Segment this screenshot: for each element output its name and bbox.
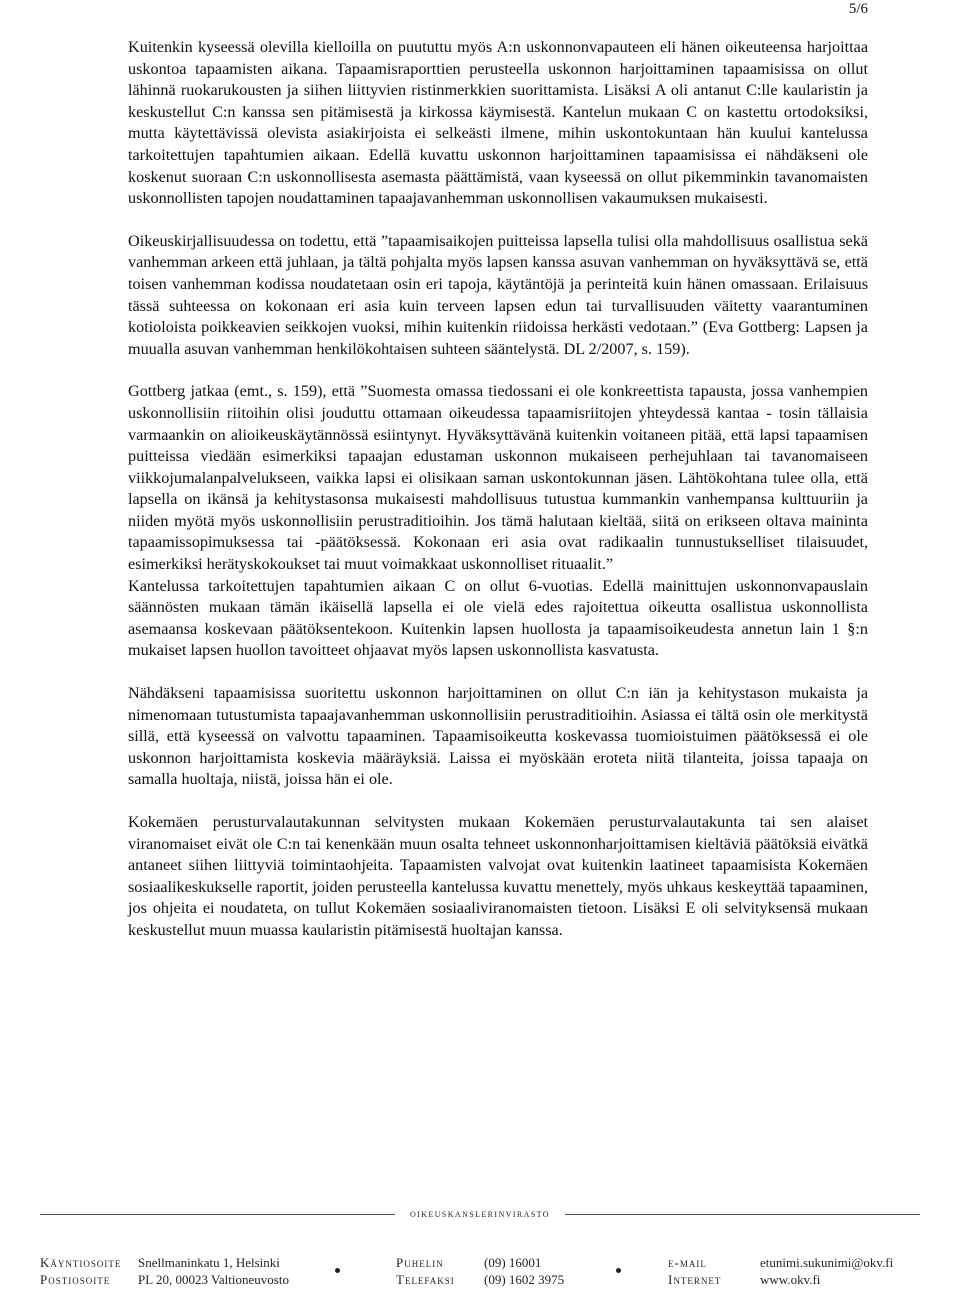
website-address: www.okv.fi <box>760 1272 821 1287</box>
paragraph-child-age: Kantelussa tarkoitettujen tapahtumien aikaan C on ollut 6-vuotias. Edellä mainittujen uskonnonvapauslain säännösten mukaan tämän ikäisellä lapsella ei ole vielä edes rajoitettua oikeutta osallistua uskonnollista asemaansa koskevaan päätöksentekoon. Kuitenkin lapsen huollosta ja tapaamisoikeudesta annetun lain 1 §:n mukaiset lapsen huollon tavoitteet ohjaavat myös lapsen uskonnollista kasvatusta. <box>128 576 868 660</box>
internet-label: Internet <box>668 1272 722 1287</box>
phone-label: Puhelin <box>396 1255 444 1270</box>
paragraph-legal-literature: Oikeuskirjallisuudessa on todettu, että ”tapaamisaikojen puitteissa lapsella tulisi olla mahdollisuus osallistua sekä vanhemman arkeen että juhlaan, ja tältä pohjalta myös lapsen kanssa asuvan vanhemman on hyväksyttävä se, että toisen vanhemman kodissa noudatetaan osin eri tapoja, käytäntöjä ja perinteitä kuin hänen omassaan. Erilaisuus tässä suhteessa on kokonaan eri asia kuin terveen lapsen edun tai turvallisuuden väitetty vaarantuminen kotioloista poikkeavien seikkojen vuoksi, mihin kuitenkin riidoissa herkästi vedotaan.” (Eva Gottberg: Lapsen ja muualla asuvan vanhemman henkilökohtaisen suhteen sääntelystä. DL 2/2007, s. 159). <box>128 231 868 358</box>
visiting-address: Snellmaninkatu 1, Helsinki <box>138 1255 280 1270</box>
footer-separator-dot <box>616 1268 621 1273</box>
paragraph-religious-freedom: Kuitenkin kyseessä olevilla kielloilla on puututtu myös A:n uskonnonvapauteen eli hänen oikeuteensa harjoittaa uskontoa tapaamisten aikana. Tapaamisraporttien perusteella uskonnon harjoittaminen tapaamisissa on ollut lähinnä ruokarukousten ja siihen liittyvien ristinmerkkien suorittamista. Lisäksi A oli antanut C:lle kaularistin ja keskustellut C:n kanssa sen pitämisestä ja kirkossa käymisestä. Kantelun mukaan C on kastettu ortodoksiksi, mutta käytettävissä olevista asiakirjoista ei selkeästi ilmene, mihin uskontokuntaan hän kuului kantelussa tarkoitettujen tapahtumien aikaan. Edellä kuvattu uskonnon harjoittaminen tapaamisissa ei nähdäkseni ole koskenut suoraan C:n uskonnollisesta asemasta päättämistä, vaan kyseessä on ollut pikemminkin tavanomaisten uskonnollisten tapojen noudattaminen tapaajavanhemman uskonnollisen vakaumuksen mukaisesti. <box>128 38 868 208</box>
phone-number: (09) 16001 <box>484 1255 542 1270</box>
email-label: e-mail <box>668 1255 707 1270</box>
fax-label: Telefaksi <box>396 1272 455 1287</box>
fax-number: (09) 1602 3975 <box>484 1272 565 1287</box>
organization-name: oikeuskanslerinvirasto <box>410 1206 550 1220</box>
visiting-address-label: Käyntiosoite <box>40 1255 122 1270</box>
footer-separator-dot <box>335 1268 340 1273</box>
paragraph-assessment: Nähdäkseni tapaamisissa suoritettu uskonnon harjoittaminen on ollut C:n iän ja kehitystason mukaista ja nimenomaan tutustumista tapaajavanhemman uskonnollisiin perustraditioihin. Asiassa ei tältä osin ole merkitystä sillä, että kyseessä on valvottu tapaaminen. Tapaamisoikeutta koskevassa tuomioistuimen päätöksessä ei ole uskonnon harjoittamista koskevia määräyksiä. Laissa ei myöskään eroteta niitä tilanteita, joissa tapaaja on samalla huoltaja, niistä, joissa hän ei ole. <box>128 684 868 789</box>
postal-address-label: Postiosoite <box>40 1272 111 1287</box>
paragraph-gottberg-quote: Gottberg jatkaa (emt., s. 159), että ”Suomesta omassa tiedossani ei ole konkreettista tapausta, jossa vanhempien uskonnollisiin riitoihin olisi jouduttu ottamaan oikeudessa tapaamisriitojen yhteydessä kantaa - tosin tällaisia varmaankin on alioikeuskäytännössä esiintynyt. Hyväksyttävänä kuitenkin voitaneen pitää, että lapsi tapaamisen puitteissa viedään esimerkiksi tapaajan edustaman uskonnon mukaiseen perhejuhlaan tai tavanomaiseen viikkojumalanpalvelukseen, vaikka lapsi ei olisikaan saman uskontokunnan jäsen. Lähtökohtana tulee olla, että lapsella on ikänsä ja kehitystasonsa mukaisesti mahdollisuus tutustua kummankin vanhempansa kulttuuriin ja niiden myötä myös uskonnollisiin perustraditioihin. Jos tämä halutaan kieltää, siitä on erikseen oltava maininta tapaamissopimuksessa tai -päätöksessä. Kokonaan eri asia ovat radikaalin tunnustukselliset tilaisuudet, esimerkiksi herätyskokoukset tai muut voimakkaat uskonnolliset rituaalit.” <box>128 382 868 574</box>
footer-divider-left <box>40 1214 395 1215</box>
email-address: etunimi.sukunimi@okv.fi <box>760 1255 894 1270</box>
postal-address: PL 20, 00023 Valtioneuvosto <box>138 1272 289 1287</box>
document-body <box>128 37 868 942</box>
footer-divider-right <box>565 1214 920 1215</box>
paragraph-kokemaki-board: Kokemäen perusturvalautakunnan selvitysten mukaan Kokemäen perusturvalautakunta tai sen alaiset viranomaiset eivät ole C:n tai kenenkään muun osalta tehneet uskonnonharjoittamisen kieltäviä päätöksiä eivätkä antaneet siihen liittyviä toimintaohjeita. Tapaamisten valvojat ovat kuitenkin laatineet tapaamisista Kokemäen sosiaalikeskukselle raportit, joiden perusteella kantelussa kuvattu menettely, myös uhkaus keskeyttää tapaaminen, jos ohjeita ei noudateta, on tullut Kokemäen sosiaaliviranomaisten tietoon. Lisäksi E oli selvityksensä mukaan keskustellut muun muassa kaularistin pitämisestä huoltajan kanssa. <box>128 813 868 939</box>
page-footer <box>0 1196 960 1291</box>
page-number: 5/6 <box>848 1 868 17</box>
